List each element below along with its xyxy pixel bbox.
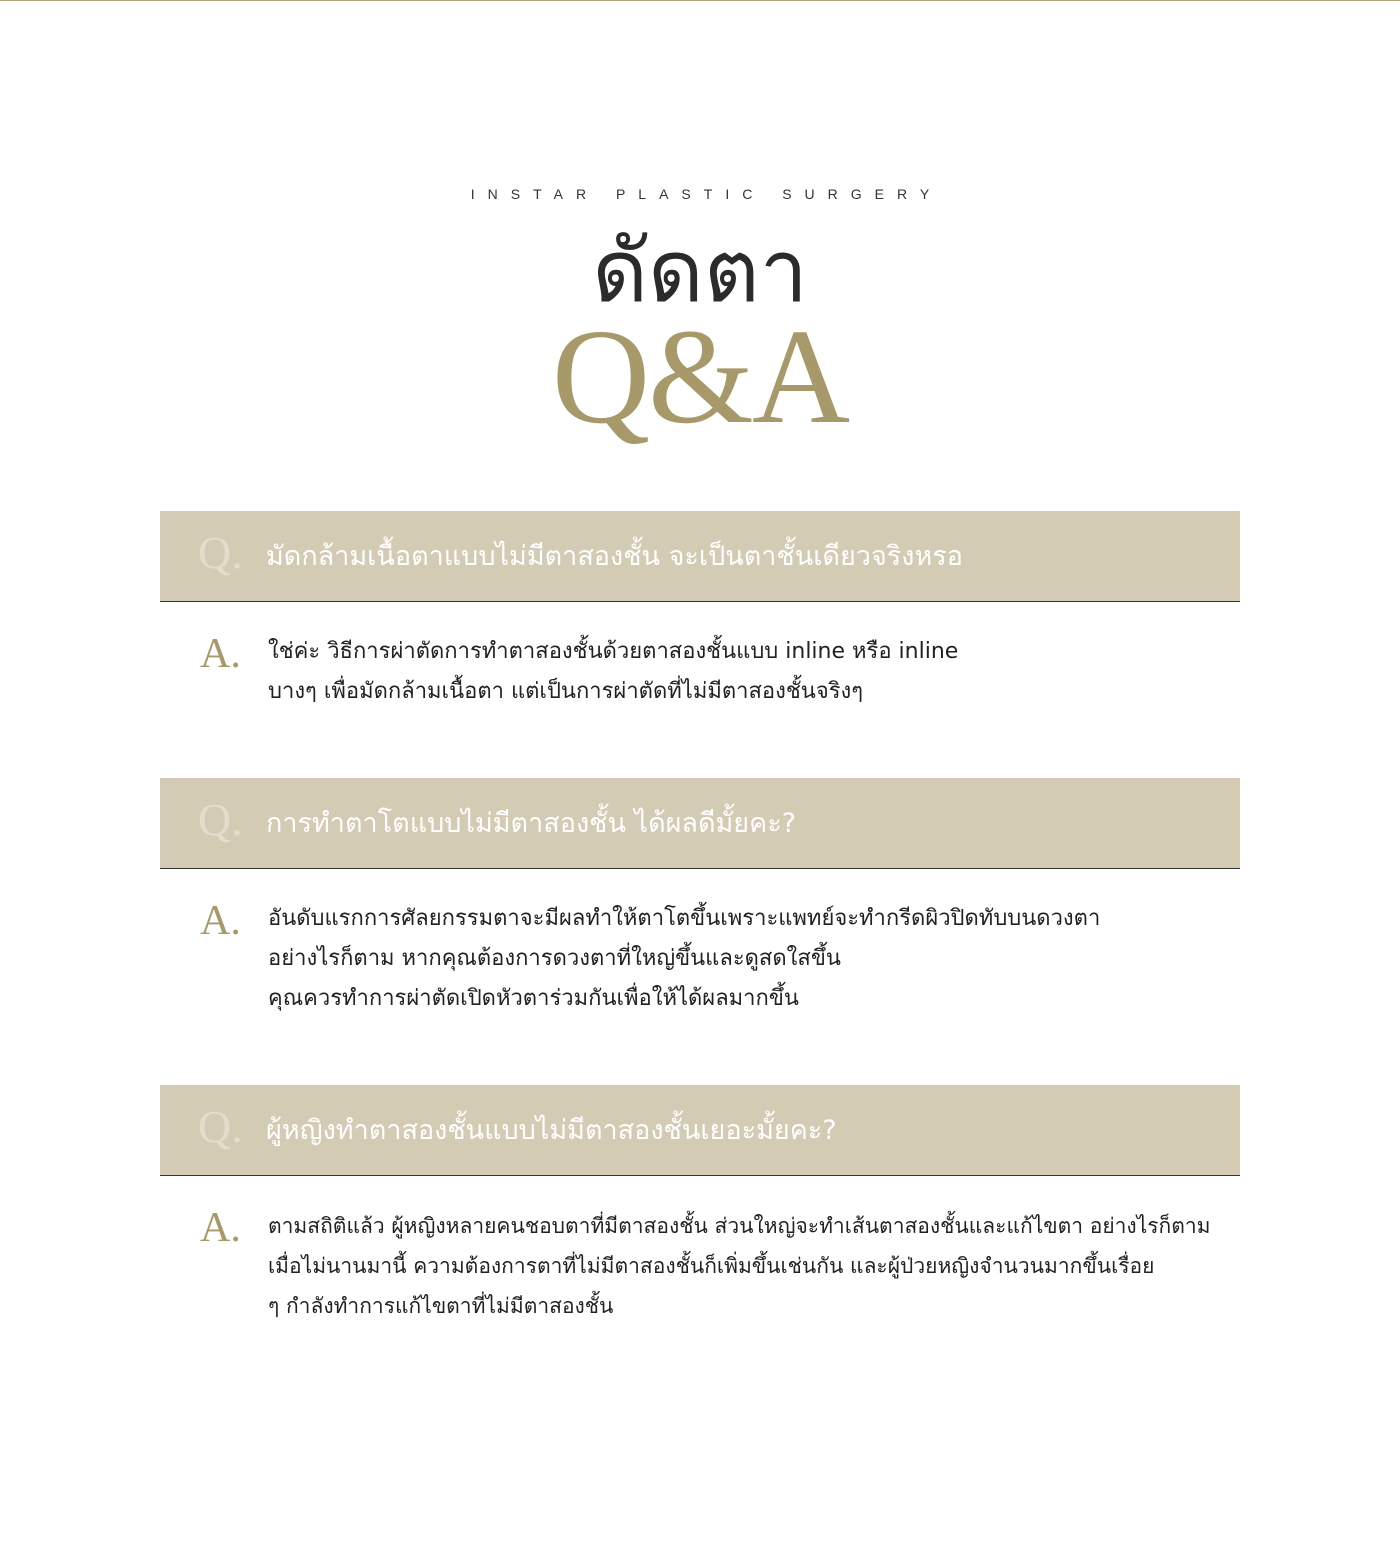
faq-answer-text xyxy=(268,899,1228,1019)
answer-line: ๆ กำลังทำการแก้ไขตาที่ไม่มีตาสองชั้น xyxy=(268,1294,614,1318)
answer-line: ใช่ค่ะ วิธีการผ่าตัดการทำตาสองชั้นด้วยตาสองชั้นแบบ inline หรือ inline xyxy=(268,639,959,664)
faq-question-bar[interactable] xyxy=(160,1085,1240,1176)
brand-label: INSTAR PLASTIC SURGERY xyxy=(470,186,943,202)
faq-item-3 xyxy=(160,1085,1240,1318)
faq-item-2 xyxy=(160,778,1240,1011)
question-marker: Q. xyxy=(198,794,243,845)
page-subtitle-qa: Q&A xyxy=(551,302,849,452)
faq-answer-text xyxy=(268,1206,1228,1326)
faq-question-bar[interactable] xyxy=(160,511,1240,602)
faq-item-1 xyxy=(160,511,1240,704)
answer-line: คุณควรทำการผ่าตัดเปิดหัวตาร่วมกันเพื่อให้ได้ผลมากขึ้น xyxy=(268,986,799,1011)
top-divider xyxy=(0,0,1400,1)
answer-line: อย่างไรก็ตาม หากคุณต้องการดวงตาที่ใหญ่ขึ้นและดูสดใสขึ้น xyxy=(268,946,841,971)
answer-marker: A. xyxy=(200,631,241,677)
faq-answer-text xyxy=(268,632,1228,712)
answer-line: ตามสถิติแล้ว ผู้หญิงหลายคนชอบตาที่มีตาสองชั้น ส่วนใหญ่จะทำเส้นตาสองชั้นและแก้ไขตา อย่างไรก็ตาม xyxy=(268,1214,1211,1238)
answer-marker: A. xyxy=(200,898,241,944)
page-title: ดัดตา xyxy=(592,222,808,322)
faq-question-text: ผู้หญิงทำตาสองชั้นแบบไม่มีตาสองชั้นเยอะมั้ยคะ? xyxy=(266,1115,837,1146)
answer-line: เมื่อไม่นานมานี้ ความต้องการตาที่ไม่มีตาสองชั้นก็เพิ่มขึ้นเช่นกัน และผู้ป่วยหญิงจำนวนมากขึ้นเรื่อย xyxy=(268,1254,1155,1278)
faq-question-text: การทำตาโตแบบไม่มีตาสองชั้น ได้ผลดีมั้ยคะ? xyxy=(266,808,797,839)
question-marker: Q. xyxy=(198,527,243,578)
answer-line: บางๆ เพื่อมัดกล้ามเนื้อตา แต่เป็นการผ่าตัดที่ไม่มีตาสองชั้นจริงๆ xyxy=(268,679,864,704)
answer-marker: A. xyxy=(200,1205,241,1251)
faq-question-text: มัดกล้ามเนื้อตาแบบไม่มีตาสองชั้น จะเป็นตาชั้นเดียวจริงหรอ xyxy=(266,541,963,572)
faq-question-bar[interactable] xyxy=(160,778,1240,869)
answer-line: อันดับแรกการศัลยกรรมตาจะมีผลทำให้ตาโตขึ้นเพราะแพทย์จะทำกรีดผิวปิดทับบนดวงตา xyxy=(268,906,1101,931)
question-marker: Q. xyxy=(198,1101,243,1152)
